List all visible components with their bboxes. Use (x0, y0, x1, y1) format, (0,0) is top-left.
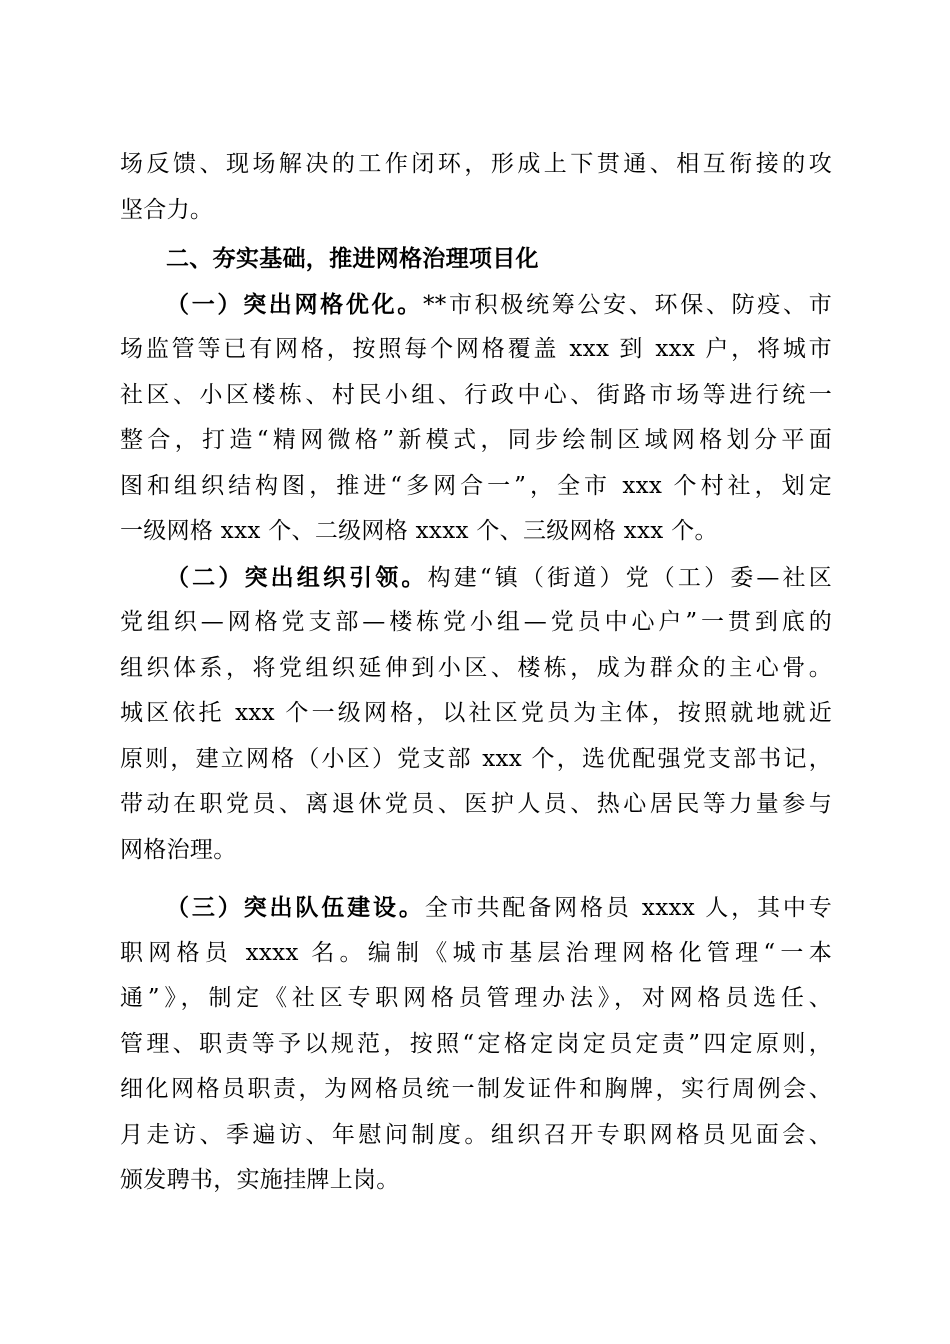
subsection-title: （三）突出队伍建设。 (166, 894, 425, 921)
paragraph-line: 坚合力。 (120, 196, 214, 223)
paragraph-gap (120, 873, 832, 885)
paragraph-line: 图和组织结构图，推进“多网合一”，全市 xxx 个村社，划定 (120, 472, 832, 499)
subsection-title: （二）突出组织引领。 (166, 563, 428, 591)
paragraph-line: 场反馈、现场解决的工作闭环，形成上下贯通、相互衔接的攻 (120, 151, 832, 177)
subsection-first-line (120, 885, 832, 931)
paragraph-line: 原则，建立网格（小区）党支部 xxx 个，选优配强党支部书记， (120, 745, 832, 772)
paragraph-line: 网格治理。 (120, 836, 237, 863)
paragraph-text: 构建“镇（街道）党（工）委—社区 (427, 564, 832, 591)
document-body (120, 142, 832, 1204)
paragraph-line: 场监管等已有网格，按照每个网格覆盖 xxx 到 xxx 户，将城市 (120, 336, 832, 362)
paragraph-text: 全市共配备网格员 xxxx 人，其中专 (424, 895, 832, 921)
paragraph-line: 一级网格 xxx 个、二级网格 xxxx 个、三级网格 xxx 个。 (120, 518, 718, 544)
section-heading: 二、夯实基础，推进网格治理项目化 (166, 245, 539, 272)
paragraph-line: 职网格员 xxxx 名。编制《城市基层治理网格化管理“一本 (120, 939, 832, 966)
paragraph-line: 通”》，制定《社区专职网格员管理办法》，对网格员选任、 (120, 985, 832, 1011)
subsection-title: （一）突出网格优化。 (166, 290, 423, 318)
paragraph-line: 社区、小区楼栋、村民小组、行政中心、街路市场等进行统一 (120, 381, 832, 408)
paragraph-line: 组织体系，将党组织延伸到小区、楼栋，成为群众的主心骨。 (120, 654, 832, 681)
paragraph-line: 带动在职党员、离退休党员、医护人员、热心居民等力量参与 (120, 791, 832, 817)
subsection-first-line (120, 282, 832, 328)
paragraph-line: 整合，打造“精网微格”新模式，同步绘制区域网格划分平面 (120, 427, 832, 453)
paragraph-line: 城区依托 xxx 个一级网格，以社区党员为主体，按照就地就近 (120, 700, 832, 726)
paragraph-line: 管理、职责等予以规范，按照“定格定岗定员定责”四定原则， (120, 1030, 832, 1057)
paragraph-line: 月走访、季遍访、年慰问制度。组织召开专职网格员见面会、 (120, 1121, 832, 1148)
paragraph-line: 颁发聘书，实施挂牌上岗。 (120, 1167, 400, 1193)
paragraph-line: 党组织—网格党支部—楼栋党小组—党员中心户”一贯到底的 (120, 609, 832, 635)
subsection-first-line (120, 555, 832, 601)
paragraph-line: 细化网格员职责，为网格员统一制发证件和胸牌，实行周例会、 (120, 1076, 832, 1102)
paragraph-text: **市积极统筹公安、环保、防疫、市 (422, 291, 833, 318)
